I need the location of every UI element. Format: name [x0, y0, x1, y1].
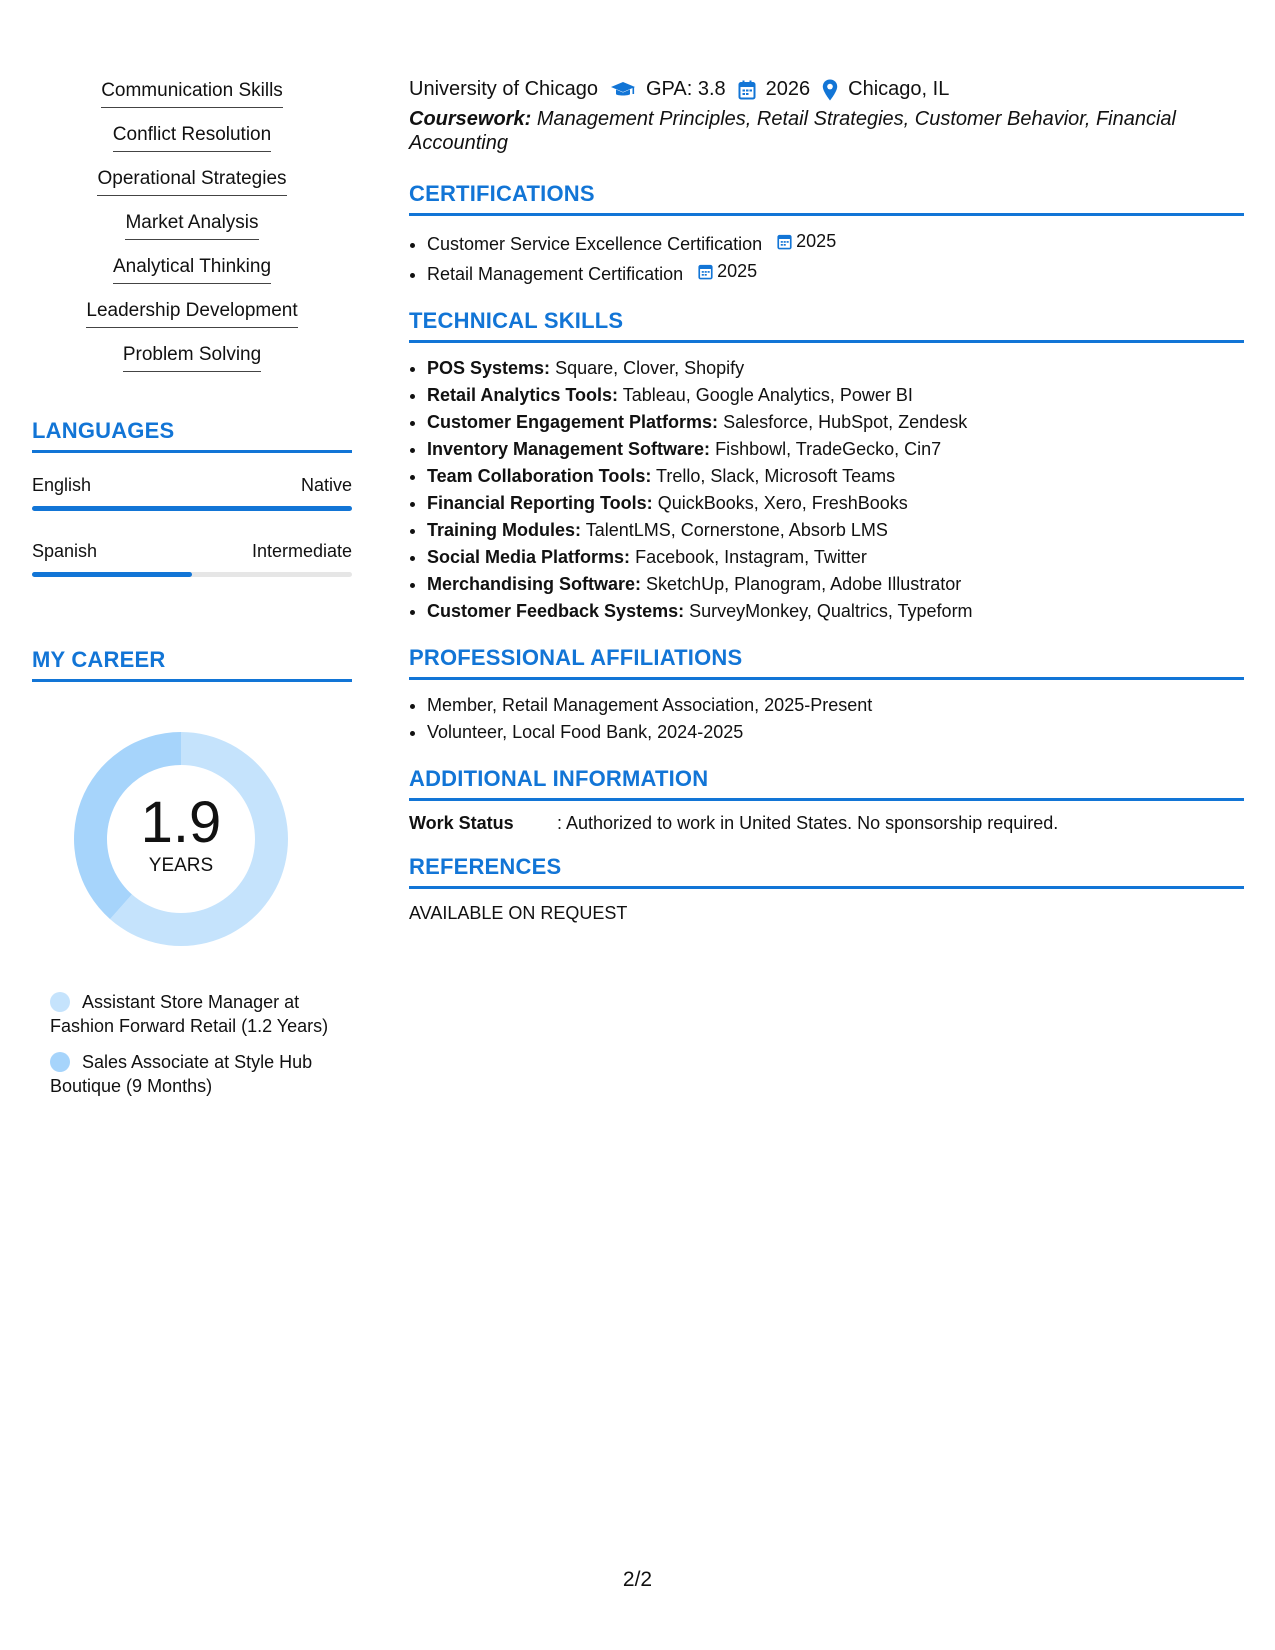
list-item [427, 228, 1244, 258]
left-column [32, 80, 352, 1110]
skill-category: Retail Analytics Tools: [427, 385, 619, 405]
technical-skills-title: TECHNICAL SKILLS [409, 308, 1244, 343]
skill-category: Team Collaboration Tools: [427, 466, 652, 486]
references-title: REFERENCES [409, 854, 1244, 889]
certifications-title: CERTIFICATIONS [409, 181, 1244, 216]
language-level: Intermediate [251, 541, 352, 561]
list-item [427, 571, 1244, 598]
legend-label: Sales Associate at Style Hub Boutique (9 Months) [50, 1052, 313, 1096]
skill-item: Conflict Resolution [113, 124, 271, 152]
references-section [409, 854, 1244, 924]
language-level: Native [300, 475, 352, 495]
list-item [427, 382, 1244, 409]
skill-item: Problem Solving [123, 344, 261, 372]
technical-skills-list [409, 355, 1244, 625]
language-bar-fill [32, 506, 352, 511]
calendar-icon [738, 80, 756, 100]
graduation-cap-icon [610, 81, 636, 99]
coursework-label: Coursework: [409, 108, 532, 130]
languages-title: LANGUAGES [32, 418, 352, 453]
career-section [32, 647, 352, 1098]
list-item [427, 258, 1244, 288]
list-item [427, 517, 1244, 544]
coursework-list: Management Principles, Retail Strategies, Customer Behavior, Financial Accounting [409, 108, 1177, 154]
skill-tools: SurveyMonkey, Qualtrics, Typeform [689, 601, 973, 621]
skill-category: Merchandising Software: [427, 574, 642, 594]
language-bar [32, 506, 352, 511]
graduation-year: 2026 [765, 78, 811, 100]
language-item [32, 541, 352, 577]
work-status-label: Work Status [409, 813, 514, 833]
list-item: • Member, Retail Management Association, 2025-Present [427, 692, 1244, 719]
certification-name: Retail Management Certification [427, 264, 684, 284]
language-name: Spanish [32, 541, 98, 561]
certification-year: 2025 [796, 231, 837, 251]
references-text: AVAILABLE ON REQUEST [409, 903, 628, 923]
skill-tools: TalentLMS, Cornerstone, Absorb LMS [585, 520, 888, 540]
coursework [409, 107, 1244, 155]
skill-tools: Trello, Slack, Microsoft Teams [656, 466, 896, 486]
skill-tools: Facebook, Instagram, Twitter [635, 547, 867, 567]
skill-tools: QuickBooks, Xero, FreshBooks [657, 493, 908, 513]
work-status-value: : Authorized to work in United States. No sponsorship required. [557, 813, 1059, 833]
skill-category: Financial Reporting Tools: [427, 493, 653, 513]
location-pin-icon [822, 79, 838, 101]
skill-category: Training Modules: [427, 520, 582, 540]
school-location: Chicago, IL [848, 78, 950, 100]
technical-skills-section [409, 308, 1244, 625]
legend-dot [50, 992, 70, 1012]
skills-list [32, 80, 352, 388]
affiliations-list [409, 692, 1244, 746]
certifications-list [409, 228, 1244, 288]
career-legend [50, 990, 335, 1098]
work-status-row [409, 813, 1244, 834]
page-number: 2/2 [622, 1568, 653, 1591]
additional-info-title: ADDITIONAL INFORMATION [409, 766, 1244, 801]
list-item [427, 598, 1244, 625]
certifications-section [409, 181, 1244, 288]
skill-category: Social Media Platforms: [427, 547, 631, 567]
list-item: • Volunteer, Local Food Bank, 2024-2025 [427, 719, 1244, 746]
list-item [427, 463, 1244, 490]
language-item [32, 475, 352, 511]
career-unit: YEARS [148, 855, 214, 876]
list-item [427, 436, 1244, 463]
legend-item [50, 1050, 335, 1098]
skill-tools: SketchUp, Planogram, Adobe Illustrator [646, 574, 962, 594]
skill-item: Leadership Development [86, 300, 297, 328]
school-name: University of Chicago [409, 78, 598, 100]
skill-category: Inventory Management Software: [427, 439, 711, 459]
language-bar [32, 572, 352, 577]
skill-item: Analytical Thinking [113, 256, 271, 284]
right-column [409, 78, 1244, 924]
gpa: GPA: 3.8 [645, 78, 726, 100]
list-item [427, 355, 1244, 382]
skill-item: Communication Skills [101, 80, 283, 108]
skill-tools: Square, Clover, Shopify [555, 358, 745, 378]
legend-item [50, 990, 335, 1038]
skill-tools: Salesforce, HubSpot, Zendesk [723, 412, 968, 432]
language-name: English [32, 475, 92, 495]
career-donut [66, 724, 296, 954]
affiliations-title: PROFESSIONAL AFFILIATIONS [409, 645, 1244, 680]
skill-tools: Tableau, Google Analytics, Power BI [622, 385, 913, 405]
list-item [427, 490, 1244, 517]
skill-item: Operational Strategies [97, 168, 286, 196]
language-bar-fill [32, 572, 192, 577]
skill-category: Customer Feedback Systems: [427, 601, 685, 621]
additional-info-section [409, 766, 1244, 834]
legend-dot [50, 1052, 70, 1072]
skill-item: Market Analysis [125, 212, 258, 240]
affiliations-section [409, 645, 1244, 746]
calendar-icon [777, 233, 792, 250]
languages-section [32, 418, 352, 577]
skill-category: POS Systems: [427, 358, 551, 378]
list-item [427, 544, 1244, 571]
career-title: MY CAREER [32, 647, 352, 682]
skill-category: Customer Engagement Platforms: [427, 412, 719, 432]
legend-label: Assistant Store Manager at Fashion Forward Retail (1.2 Years) [50, 992, 329, 1036]
career-total: 1.9 [140, 790, 222, 855]
certification-name: Customer Service Excellence Certification [427, 234, 763, 254]
calendar-icon [698, 263, 713, 280]
list-item [427, 409, 1244, 436]
education-line [409, 78, 1244, 101]
skill-tools: Fishbowl, TradeGecko, Cin7 [715, 439, 942, 459]
certification-year: 2025 [717, 261, 758, 281]
